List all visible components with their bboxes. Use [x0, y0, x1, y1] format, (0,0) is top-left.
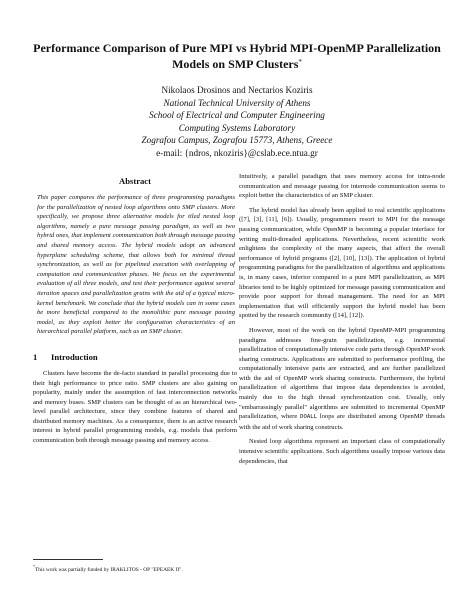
title-footnote-mark: * — [298, 58, 302, 66]
section-number: 1 — [33, 351, 38, 362]
right-paragraph-2: The hybrid model has already been applied to real scientific applications ([7], [3], [11], [6]). Usually, programmers resort to MPI for the message passing communication, while OpenMP is becoming a popular interface for writing multi-threaded applications. Nevertheless, recent scientific work enlightens the complexity of the many aspects, that affect the overall performance of hybrid programs ([2], [10], [13]). The application of hybrid programming paradigms for the parallelization of algorithms and applications is, in many cases, inferior compared to a pure MPI parallelization, as MPI libraries tend to be highly optimized for message passing communication and provide poor support for thread management. The need for an MPI implementation that will efficiently support the hybrid model has been spotted by the research community ([14], [12]). — [239, 206, 445, 320]
affiliation-school: School of Electrical and Computer Engineering — [149, 110, 325, 121]
author-names: Nikolaos Drosinos and Nectarios Koziris — [161, 85, 313, 95]
intro-paragraph-1: Clusters have become the de-facto standard in parallel processing due to their high performance to price ratio. SMP clusters are also gaining on popularity, mainly under the assumption of fast interconnection networks and memory buses. SMP clusters can be thought of as an hierarchical two-level parallel architecture, since they combine features of shared and distributed memory machines. As a consequence, there is an active research interest in hybrid parallel programming models, e.g. models that perform communication both through message passing and memory access. — [33, 369, 237, 445]
author-email: e-mail: {ndros, nkoziris}@cslab.ece.ntua.gr — [156, 147, 318, 158]
section-heading-introduction — [33, 351, 237, 363]
right-paragraph-3 — [239, 326, 445, 433]
right-paragraph-4: Nested loop algorithms represent an important class of computationally intensive scientific applications. Such algorithms usually impose various data dependencies, that — [239, 438, 445, 465]
abstract-text-part-2: minimal thread synchronization, as well as for pipelined execution with overlapping of computation and communication phases. We focus on the experimental evaluation of all three models, and test their performance against several iteration spaces and parallelization grains with the aid of a typical micro-kernel benchmark. We conclude that the hybrid models can in some cases be more beneficial compared to the monolithic pure message passing model, as they exploit better the configuration characteristics of an hierarchical parallel platform, such as an SMP cluster. — [37, 251, 235, 336]
footnote-text: This work was partially funded by IRAKLITOS - OP "EPEAEK II". — [35, 566, 183, 573]
abstract-text — [33, 193, 237, 337]
title-text: Performance Comparison of Pure MPI vs Hybrid MPI-OpenMP Parallelization Models on SMP Clusters — [33, 41, 441, 71]
abstract-text-part-1: This paper compares the performance of three programming paradigms for the parallelization of nested loop algorithms onto SMP clusters. More specifically, we propose three alternative models for tiled nested loop algorithms, namely a pure message passing paradigm, as well as two hybrid ones, that implement communication both through message passing and shared memory access. The hybrid models adopt an advanced hyperplane scheduling scheme, that allows both — [37, 194, 235, 259]
paragraph-3-part-2: loops are distributed among OpenMP threads with the aid of work sharing constructs. — [239, 413, 445, 431]
footnote — [33, 559, 237, 574]
author-block — [60, 84, 414, 160]
affiliation-lab: Computing Systems Laboratory — [178, 122, 296, 133]
right-column — [239, 172, 445, 471]
affiliation-address: Zografou Campus, Zografou 15773, Athens, Greece — [141, 135, 333, 146]
section-title: Introduction — [51, 351, 98, 362]
left-column — [33, 175, 237, 451]
footnote-mark: * — [33, 564, 35, 569]
affiliation-university: National Technical University of Athens — [163, 97, 311, 108]
paper-title — [30, 40, 444, 72]
footnote-rule — [33, 559, 103, 560]
paragraph-3-part-1: However, most of the work on the hybrid OpenMP-MPI programming paradigms addresses fine-grain parallelization, e.g. incremental parallelization of computationally intensive code parts through OpenMP work sharing constructs. Applications are submitted to performance profiling, the computationally intensive parts are extracted, and are further parallelized with the aid of OpenMP work sharing constructs. Furthermore, the hybrid parallelization of algorithms that impose data dependencies is avoided, mainly due to the high thread synchronization cost. Usually, only "embarrassingly parallel" algorithms are submitted to incremental OpenMP parallelization, where — [239, 326, 445, 421]
code-keyword-doall: DOALL — [300, 414, 317, 421]
abstract-emphasis: for — [180, 251, 189, 259]
abstract-heading: Abstract — [119, 176, 151, 186]
right-paragraph-1: Intuitively, a parallel paradigm that uses memory access for intra-node communication and message passing for internode communication seems to exploit better the characteristics of an SMP cluster. — [239, 173, 445, 200]
